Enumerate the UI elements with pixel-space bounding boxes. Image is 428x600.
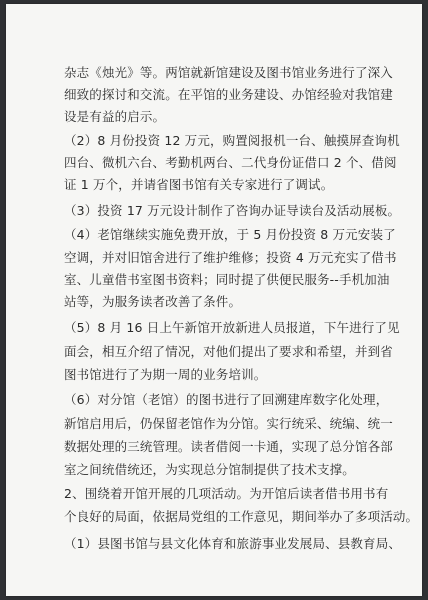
text-line: 新馆启用后，仍保留老馆作为分馆。实行统采、统编、统一 [64,416,393,431]
text-line: 空调，并对旧馆舍进行了维护维修；投资 4 万元充实了借书 [64,250,397,265]
document-page [6,4,422,596]
text-line: 证 1 万个，并请省图书馆有关专家进行了调试。 [64,177,334,192]
text-line: 图书馆进行了为期一周的业务培训。 [64,367,267,382]
text-line: （4）老馆继续实施免费开放，于 5 月份投资 8 万元安装了 [64,227,396,242]
text-line: 数据处理的三统管理。读者借阅一卡通，实现了总分馆各部 [64,439,393,454]
text-line: 面会，相互介绍了情况，对他们提出了要求和希望，并到省 [64,344,393,359]
text-line: 2、围绕着开馆开展的几项活动。为开馆后读者借书用书有 [64,486,389,501]
text-line: 个良好的局面，依据局党组的工作意见，期间举办了多项活动。 [64,509,419,524]
text-line: 细致的探讨和交流。在平馆的业务建设、办馆经验对我馆建 [64,87,393,102]
text-line: 室、儿童借书室图书资料；同时提了供便民服务--手机加油 [64,272,390,287]
text-line: 站等，为服务读者改善了条件。 [64,294,242,309]
text-line: 四台、微机六台、考勤机两台、二代身份证借口 2 个、借阅 [64,155,397,170]
text-line: （6）对分馆（老馆）的图书进行了回溯建库数字化处理， [64,392,389,407]
text-line: （2）8 月份投资 12 万元，购置阅报机一台、触摸屏查询机 [64,133,400,148]
text-line: （5）8 月 16 日上午新馆开放新进人员报道，下午进行了见 [64,320,400,335]
text-line: 杂志《烛光》等。两馆就新馆建设及图书馆业务进行了深入 [64,65,393,80]
text-line: 设是有益的启示。 [64,109,166,124]
text-line: （3）投资 17 万元设计制作了咨询办证导读台及活动展板。 [64,203,401,218]
text-line: 室之间统借统还，为实现总分馆制提供了技术支撑。 [64,462,355,477]
text-line: （1）县图书馆与县文化体育和旅游事业发展局、县教育局、 [64,536,402,551]
